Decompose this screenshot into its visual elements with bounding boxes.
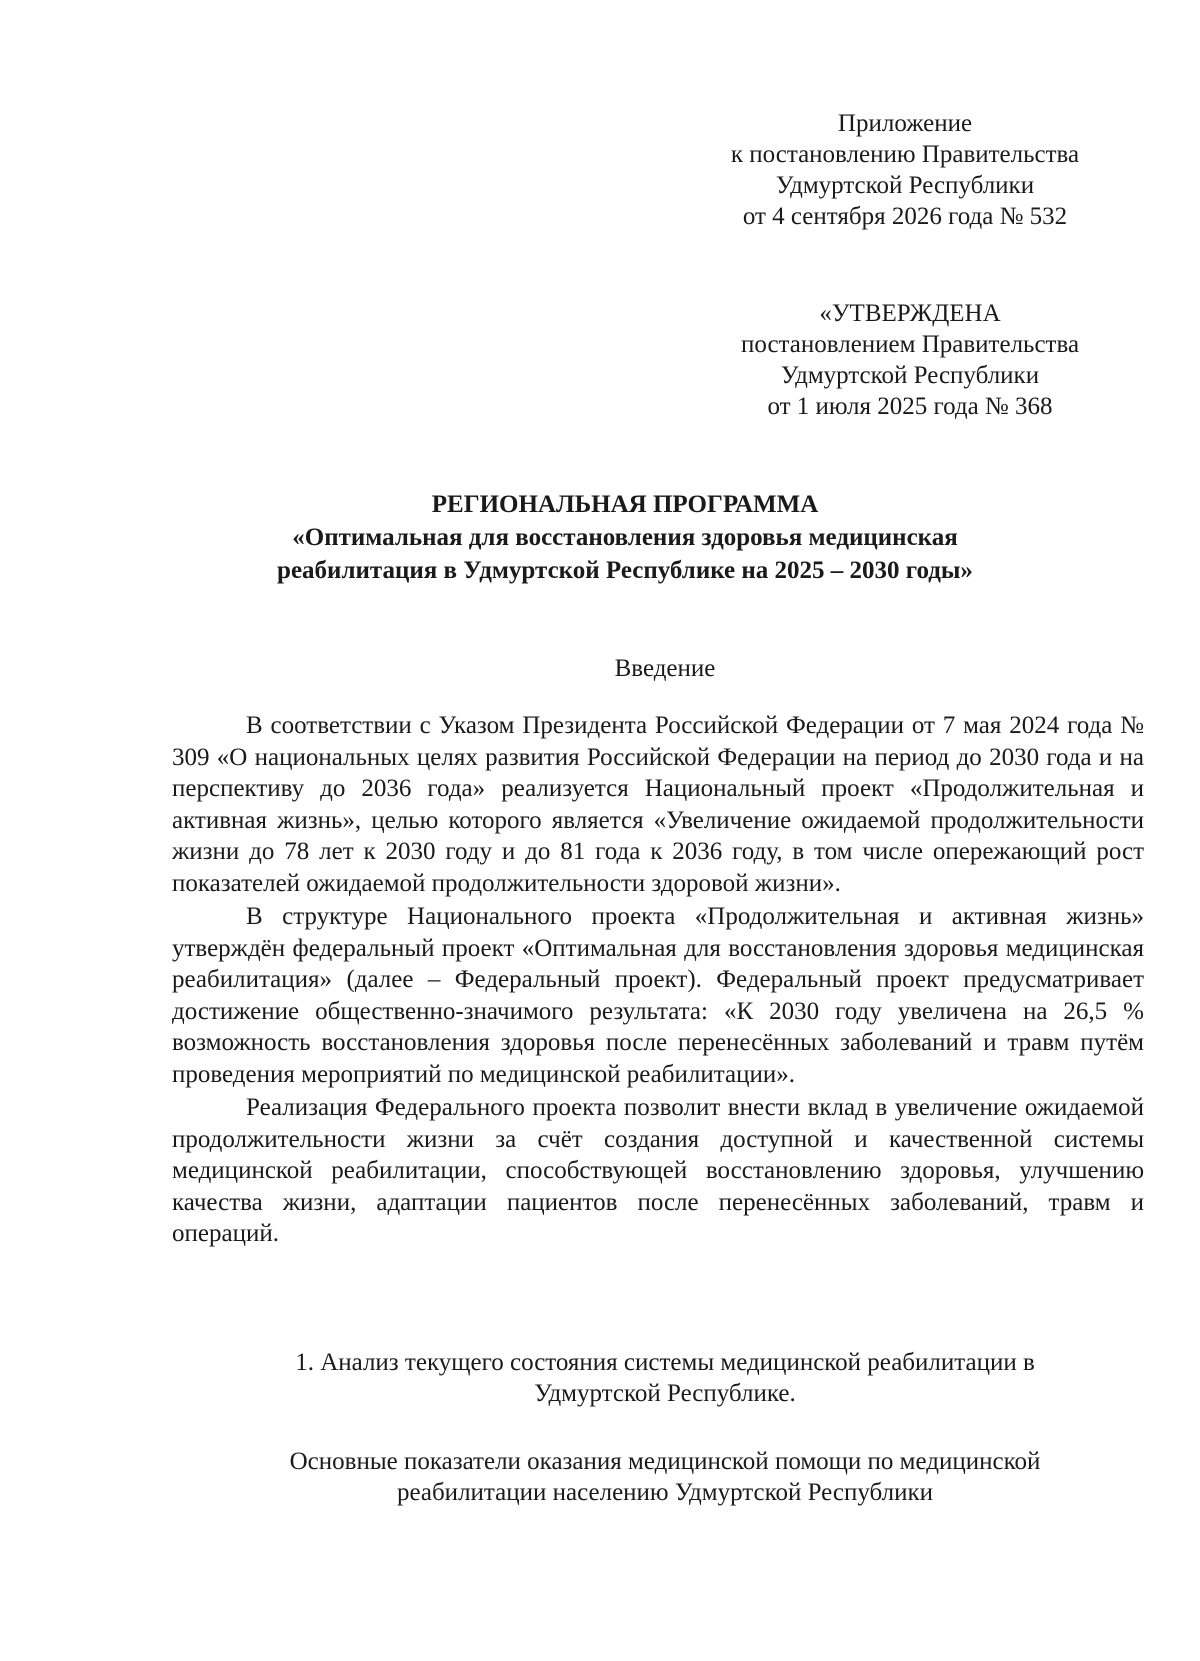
attachment-line: от 4 сентября 2026 года № 532 bbox=[742, 203, 1068, 230]
attachment-block bbox=[700, 108, 1110, 232]
attachment-line: Приложение bbox=[837, 110, 973, 137]
title-line: «Оптимальная для восстановления здоровья медицинская bbox=[292, 524, 958, 551]
section-heading-line: Удмуртской Республике. bbox=[534, 1380, 796, 1407]
intro-body bbox=[172, 710, 1144, 1252]
approval-line: Удмуртской Республики bbox=[780, 362, 1040, 389]
approval-line: «УТВЕРЖДЕНА bbox=[819, 300, 1001, 327]
attachment-line: к постановлению Правительства bbox=[730, 141, 1080, 168]
intro-paragraph: В соответствии с Указом Президента Российской Федерации от 7 мая 2024 года № 309 «О национальных целях развития Российской Федерации на период до 2030 года и на перспективу до 2036 года» реализуется Национальный проект «Продолжительная и активная жизнь», целью которого является «Увеличение ожидаемой продолжительности жизни до 78 лет к 2030 году и до 81 года к 2036 году, в том числе опережающий рост показателей ожидаемой продолжительности здоровой жизни». bbox=[172, 712, 1144, 897]
section-heading-line: 1. Анализ текущего состояния системы медицинской реабилитации в bbox=[295, 1349, 1035, 1376]
title-line: реабилитация в Удмуртской Республике на 2025 – 2030 годы» bbox=[277, 557, 973, 584]
program-title bbox=[170, 488, 1080, 587]
approval-line: от 1 июля 2025 года № 368 bbox=[767, 393, 1053, 420]
indicators-heading-line: реабилитации населению Удмуртской Республики bbox=[396, 1479, 934, 1506]
section-1-heading bbox=[170, 1347, 1160, 1409]
attachment-line: Удмуртской Республики bbox=[775, 172, 1035, 199]
intro-heading: Введение bbox=[614, 655, 716, 682]
indicators-heading bbox=[170, 1446, 1160, 1508]
intro-paragraph: Реализация Федерального проекта позволит внести вклад в увеличение ожидаемой продолжительности жизни за счёт создания доступной и качественной системы медицинской реабилитации, способствующей восстановлению здоровья, улучшению качества жизни, адаптации пациентов после перенесённых заболеваний, травм и операций. bbox=[172, 1094, 1144, 1247]
indicators-heading-line: Основные показатели оказания медицинской помощи по медицинской bbox=[289, 1448, 1041, 1475]
intro-paragraph: В структуре Национального проекта «Продолжительная и активная жизнь» утверждён федеральный проект «Оптимальная для восстановления здоровья медицинская реабилитация» (далее – Федеральный проект). Федеральный проект предусматривает достижение общественно-значимого результата: «К 2030 году увеличена на 26,5 % возможность восстановления здоровья после перенесённых заболеваний и травм путём проведения мероприятий по медицинской реабилитации». bbox=[172, 903, 1144, 1088]
approval-block bbox=[705, 298, 1115, 422]
approval-line: постановлением Правительства bbox=[740, 331, 1080, 358]
title-line: РЕГИОНАЛЬНАЯ ПРОГРАММА bbox=[431, 491, 819, 518]
